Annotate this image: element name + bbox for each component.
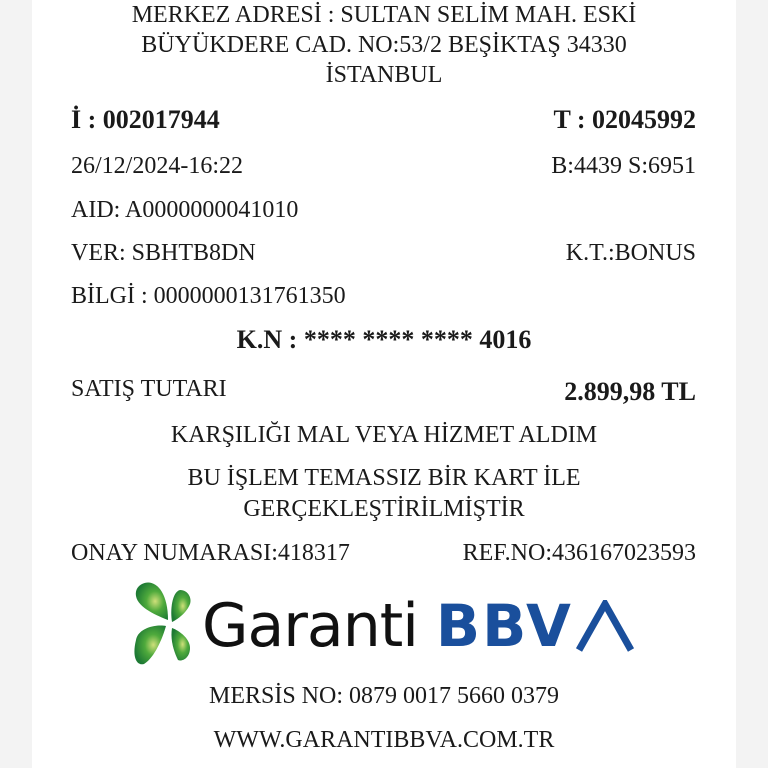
batch-sequence: B:4439 S:6951: [551, 153, 696, 179]
merchant-id: İ : 002017944: [71, 105, 220, 134]
mersis-number: MERSİS NO: 0879 0017 5660 0379: [208, 683, 560, 709]
version: VER: SBHTB8DN: [71, 240, 256, 266]
terminal-id: T : 02045992: [553, 105, 696, 134]
approval-row: [71, 538, 696, 568]
merchant-terminal-row: [71, 105, 696, 135]
approval-number: ONAY NUMARASI:418317: [71, 540, 350, 566]
bbva-wordmark: [435, 592, 635, 660]
aid-row: [71, 195, 696, 225]
aid: AID: A0000000041010: [71, 197, 299, 223]
address-line-2: BÜYÜKDERE CAD. NO:53/2 BEŞİKTAŞ 34330: [141, 32, 627, 58]
datetime-row: [71, 151, 696, 181]
receipt-paper: [32, 0, 736, 768]
acknowledgement: KARŞILIĞI MAL VEYA HİZMET ALDIM: [170, 422, 598, 448]
garanti-bbva-logo: [132, 578, 642, 674]
reference-number: REF.NO:436167023593: [462, 540, 696, 566]
bbva-letters: BBV: [435, 592, 573, 660]
website: WWW.GARANTIBBVA.COM.TR: [213, 727, 555, 753]
card-number: K.N : **** **** **** 4016: [236, 325, 532, 354]
bbva-a-glyph: [575, 600, 635, 652]
info-number: BİLGİ : 0000000131761350: [71, 283, 346, 309]
version-row: [71, 238, 696, 268]
info-row: [71, 281, 696, 311]
address-line-3: İSTANBUL: [325, 62, 443, 88]
address-line-1: MERKEZ ADRESİ : SULTAN SELİM MAH. ESKİ: [131, 2, 637, 28]
sale-label: SATIŞ TUTARI: [71, 376, 227, 402]
clover-icon: [132, 580, 196, 672]
card-type: K.T.:BONUS: [565, 240, 696, 266]
contactless-line-1: BU İŞLEM TEMASSIZ BİR KART İLE: [187, 465, 581, 491]
garanti-wordmark: Garanti: [202, 591, 418, 661]
contactless-line-2: GERÇEKLEŞTİRİLMİŞTİR: [243, 496, 525, 522]
transaction-datetime: 26/12/2024-16:22: [71, 153, 243, 179]
sale-row: [71, 373, 696, 404]
sale-amount: 2.899,98 TL: [564, 377, 696, 406]
